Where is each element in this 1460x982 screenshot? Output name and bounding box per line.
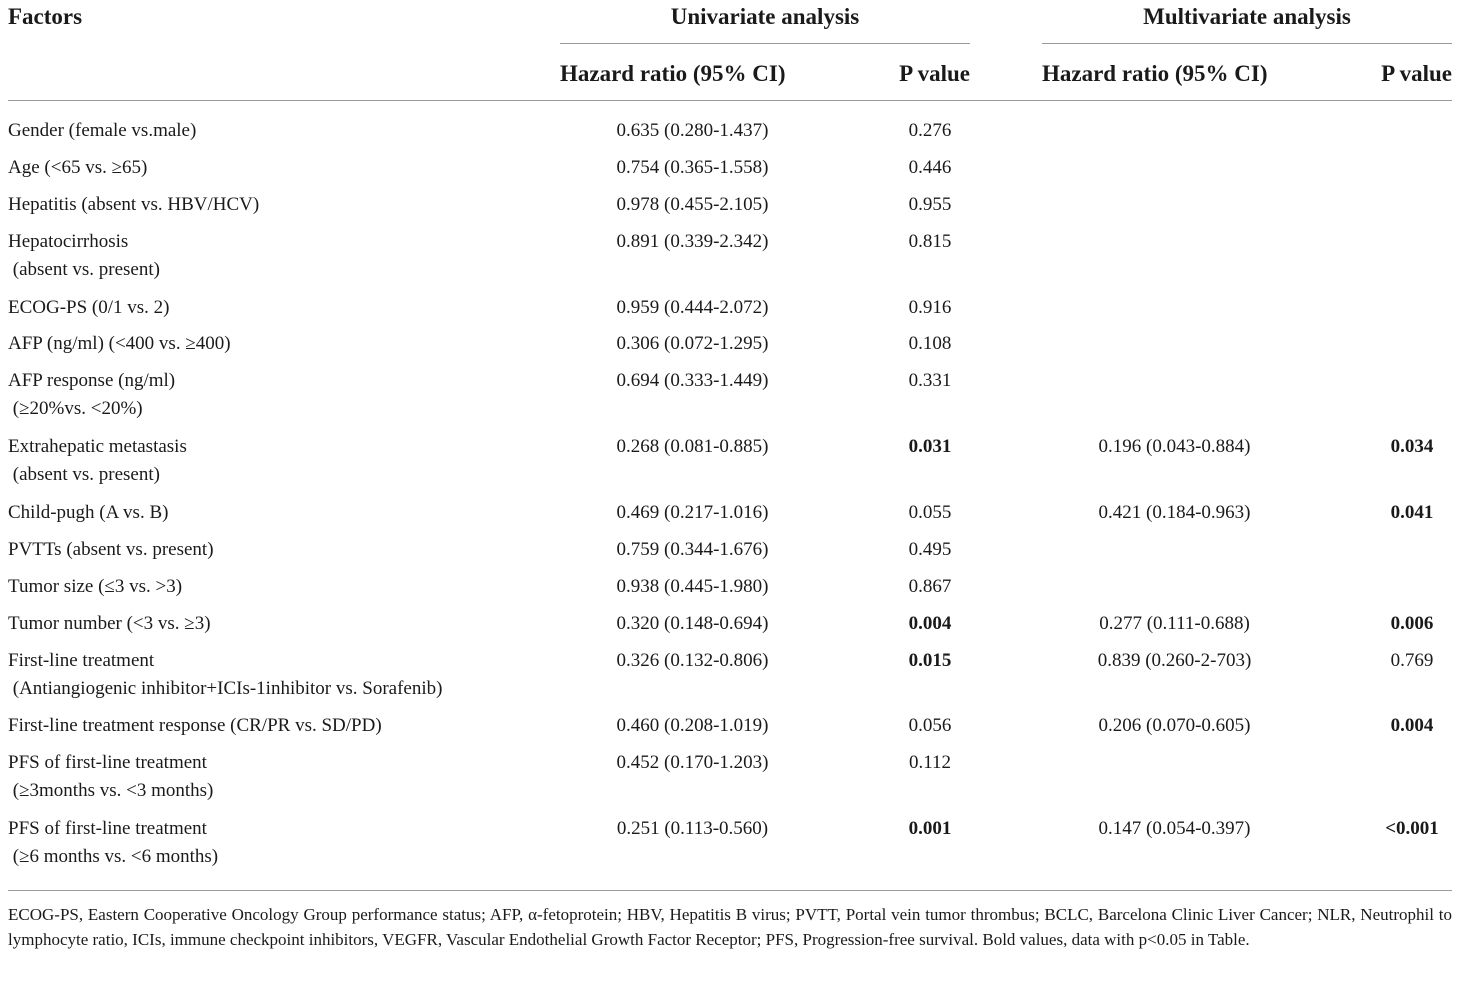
univariate-p-value: 0.916 xyxy=(908,297,952,318)
factor-label-continued: (Antiangiogenic inhibitor+ICIs-1inhibitor vs. Sorafenib) xyxy=(8,678,443,699)
univariate-p-value: 0.446 xyxy=(908,157,952,178)
header-uni-p: P value xyxy=(899,61,970,86)
multivariate-hazard-ratio: 0.147 (0.054-0.397) xyxy=(1098,818,1251,839)
factor-label: Tumor number (<3 vs. ≥3) xyxy=(8,613,211,634)
multivariate-hazard-ratio: 0.839 (0.260-2-703) xyxy=(1097,650,1252,671)
univariate-hazard-ratio: 0.469 (0.217-1.016) xyxy=(616,502,769,523)
header-univariate: Univariate analysis xyxy=(670,4,860,29)
table-footnote: ECOG-PS, Eastern Cooperative Oncology Group performance status; AFP, α-fetoprotein; HBV, Hepatitis B virus; PVTT, Portal vein tumor thrombus; BCLC, Barcelona Clinic Liver Cancer; NLR, Neutrophil to lymphocyte ratio, ICIs, immune checkpoint inhibitors, VEGFR, Vascular Endothelial Growth Factor Receptor; PFS, Progression-free survival. Bold values, data with p<0.05 in Table. xyxy=(8,905,1452,949)
univariate-p-value: 0.495 xyxy=(908,539,952,560)
factor-label: Age (<65 vs. ≥65) xyxy=(8,157,148,178)
multivariate-p-value: 0.004 xyxy=(1390,715,1434,736)
factor-label: Hepatocirrhosis xyxy=(8,231,129,252)
header-factors: Factors xyxy=(8,4,83,29)
multivariate-p-value: 0.769 xyxy=(1390,650,1434,671)
header-multi-hr: Hazard ratio (95% CI) xyxy=(1042,61,1268,86)
multivariate-hazard-ratio: 0.277 (0.111-0.688) xyxy=(1099,613,1250,634)
univariate-hazard-ratio: 0.320 (0.148-0.694) xyxy=(616,613,769,634)
factor-label-continued: (absent vs. present) xyxy=(8,464,160,485)
factor-label: Extrahepatic metastasis xyxy=(8,436,187,457)
univariate-p-value: 0.815 xyxy=(908,231,952,252)
univariate-p-value: 0.015 xyxy=(908,650,952,671)
factor-label-continued: (≥20%vs. <20%) xyxy=(8,398,143,419)
univariate-hazard-ratio: 0.754 (0.365-1.558) xyxy=(616,157,769,178)
header-multivariate: Multivariate analysis xyxy=(1143,4,1351,29)
univariate-p-value: 0.004 xyxy=(908,613,952,634)
factor-label-continued: (absent vs. present) xyxy=(8,259,160,280)
univariate-hazard-ratio: 0.891 (0.339-2.342) xyxy=(616,231,769,252)
univariate-hazard-ratio: 0.326 (0.132-0.806) xyxy=(616,650,769,671)
multivariate-hazard-ratio: 0.421 (0.184-0.963) xyxy=(1098,502,1251,523)
univariate-hazard-ratio: 0.268 (0.081-0.885) xyxy=(616,436,769,457)
factor-label: PFS of first-line treatment xyxy=(8,752,207,773)
multivariate-p-value: <0.001 xyxy=(1385,818,1439,839)
univariate-hazard-ratio: 0.694 (0.333-1.449) xyxy=(616,370,769,391)
univariate-hazard-ratio: 0.938 (0.445-1.980) xyxy=(616,576,769,597)
univariate-p-value: 0.112 xyxy=(908,752,952,773)
univariate-p-value: 0.108 xyxy=(908,333,952,354)
univariate-p-value: 0.056 xyxy=(908,715,952,736)
multivariate-p-value: 0.034 xyxy=(1390,436,1434,457)
factor-label: AFP (ng/ml) (<400 vs. ≥400) xyxy=(8,333,231,354)
univariate-p-value: 0.276 xyxy=(908,120,952,141)
factor-label: Tumor size (≤3 vs. >3) xyxy=(8,576,183,597)
univariate-p-value: 0.867 xyxy=(908,576,952,597)
univariate-hazard-ratio: 0.460 (0.208-1.019) xyxy=(616,715,769,736)
univariate-hazard-ratio: 0.251 (0.113-0.560) xyxy=(616,818,769,839)
multivariate-hazard-ratio: 0.206 (0.070-0.605) xyxy=(1098,715,1251,736)
factor-label: First-line treatment xyxy=(8,650,155,671)
factor-label: Child-pugh (A vs. B) xyxy=(8,502,169,523)
factor-label-continued: (≥3months vs. <3 months) xyxy=(8,780,214,801)
univariate-hazard-ratio: 0.759 (0.344-1.676) xyxy=(616,539,769,560)
factor-label: First-line treatment response (CR/PR vs. SD/PD) xyxy=(8,715,382,736)
univariate-hazard-ratio: 0.452 (0.170-1.203) xyxy=(616,752,769,773)
factor-label: Hepatitis (absent vs. HBV/HCV) xyxy=(8,194,260,215)
factor-label-continued: (≥6 months vs. <6 months) xyxy=(8,846,219,867)
univariate-p-value: 0.331 xyxy=(908,370,952,391)
factor-label: PVTTs (absent vs. present) xyxy=(8,539,214,560)
multivariate-p-value: 0.006 xyxy=(1390,613,1434,634)
univariate-p-value: 0.031 xyxy=(908,436,952,457)
multivariate-hazard-ratio: 0.196 (0.043-0.884) xyxy=(1098,436,1251,457)
factor-label: AFP response (ng/ml) xyxy=(8,370,176,391)
bottom-rule xyxy=(8,890,1452,891)
univariate-hazard-ratio: 0.306 (0.072-1.295) xyxy=(616,333,769,354)
univariate-hazard-ratio: 0.635 (0.280-1.437) xyxy=(616,120,769,141)
factor-label: ECOG-PS (0/1 vs. 2) xyxy=(8,297,170,318)
univariate-rule xyxy=(560,43,970,44)
header-rule xyxy=(8,100,1452,101)
multivariate-rule xyxy=(1042,43,1452,44)
header-multi-p: P value xyxy=(1381,61,1452,86)
header-uni-hr: Hazard ratio (95% CI) xyxy=(560,61,786,86)
factor-label: PFS of first-line treatment xyxy=(8,818,207,839)
multivariate-p-value: 0.041 xyxy=(1390,502,1434,523)
univariate-hazard-ratio: 0.978 (0.455-2.105) xyxy=(616,194,769,215)
factor-label: Gender (female vs.male) xyxy=(8,120,197,141)
univariate-hazard-ratio: 0.959 (0.444-2.072) xyxy=(616,297,769,318)
univariate-p-value: 0.055 xyxy=(908,502,952,523)
univariate-p-value: 0.955 xyxy=(908,194,952,215)
univariate-p-value: 0.001 xyxy=(908,818,952,839)
